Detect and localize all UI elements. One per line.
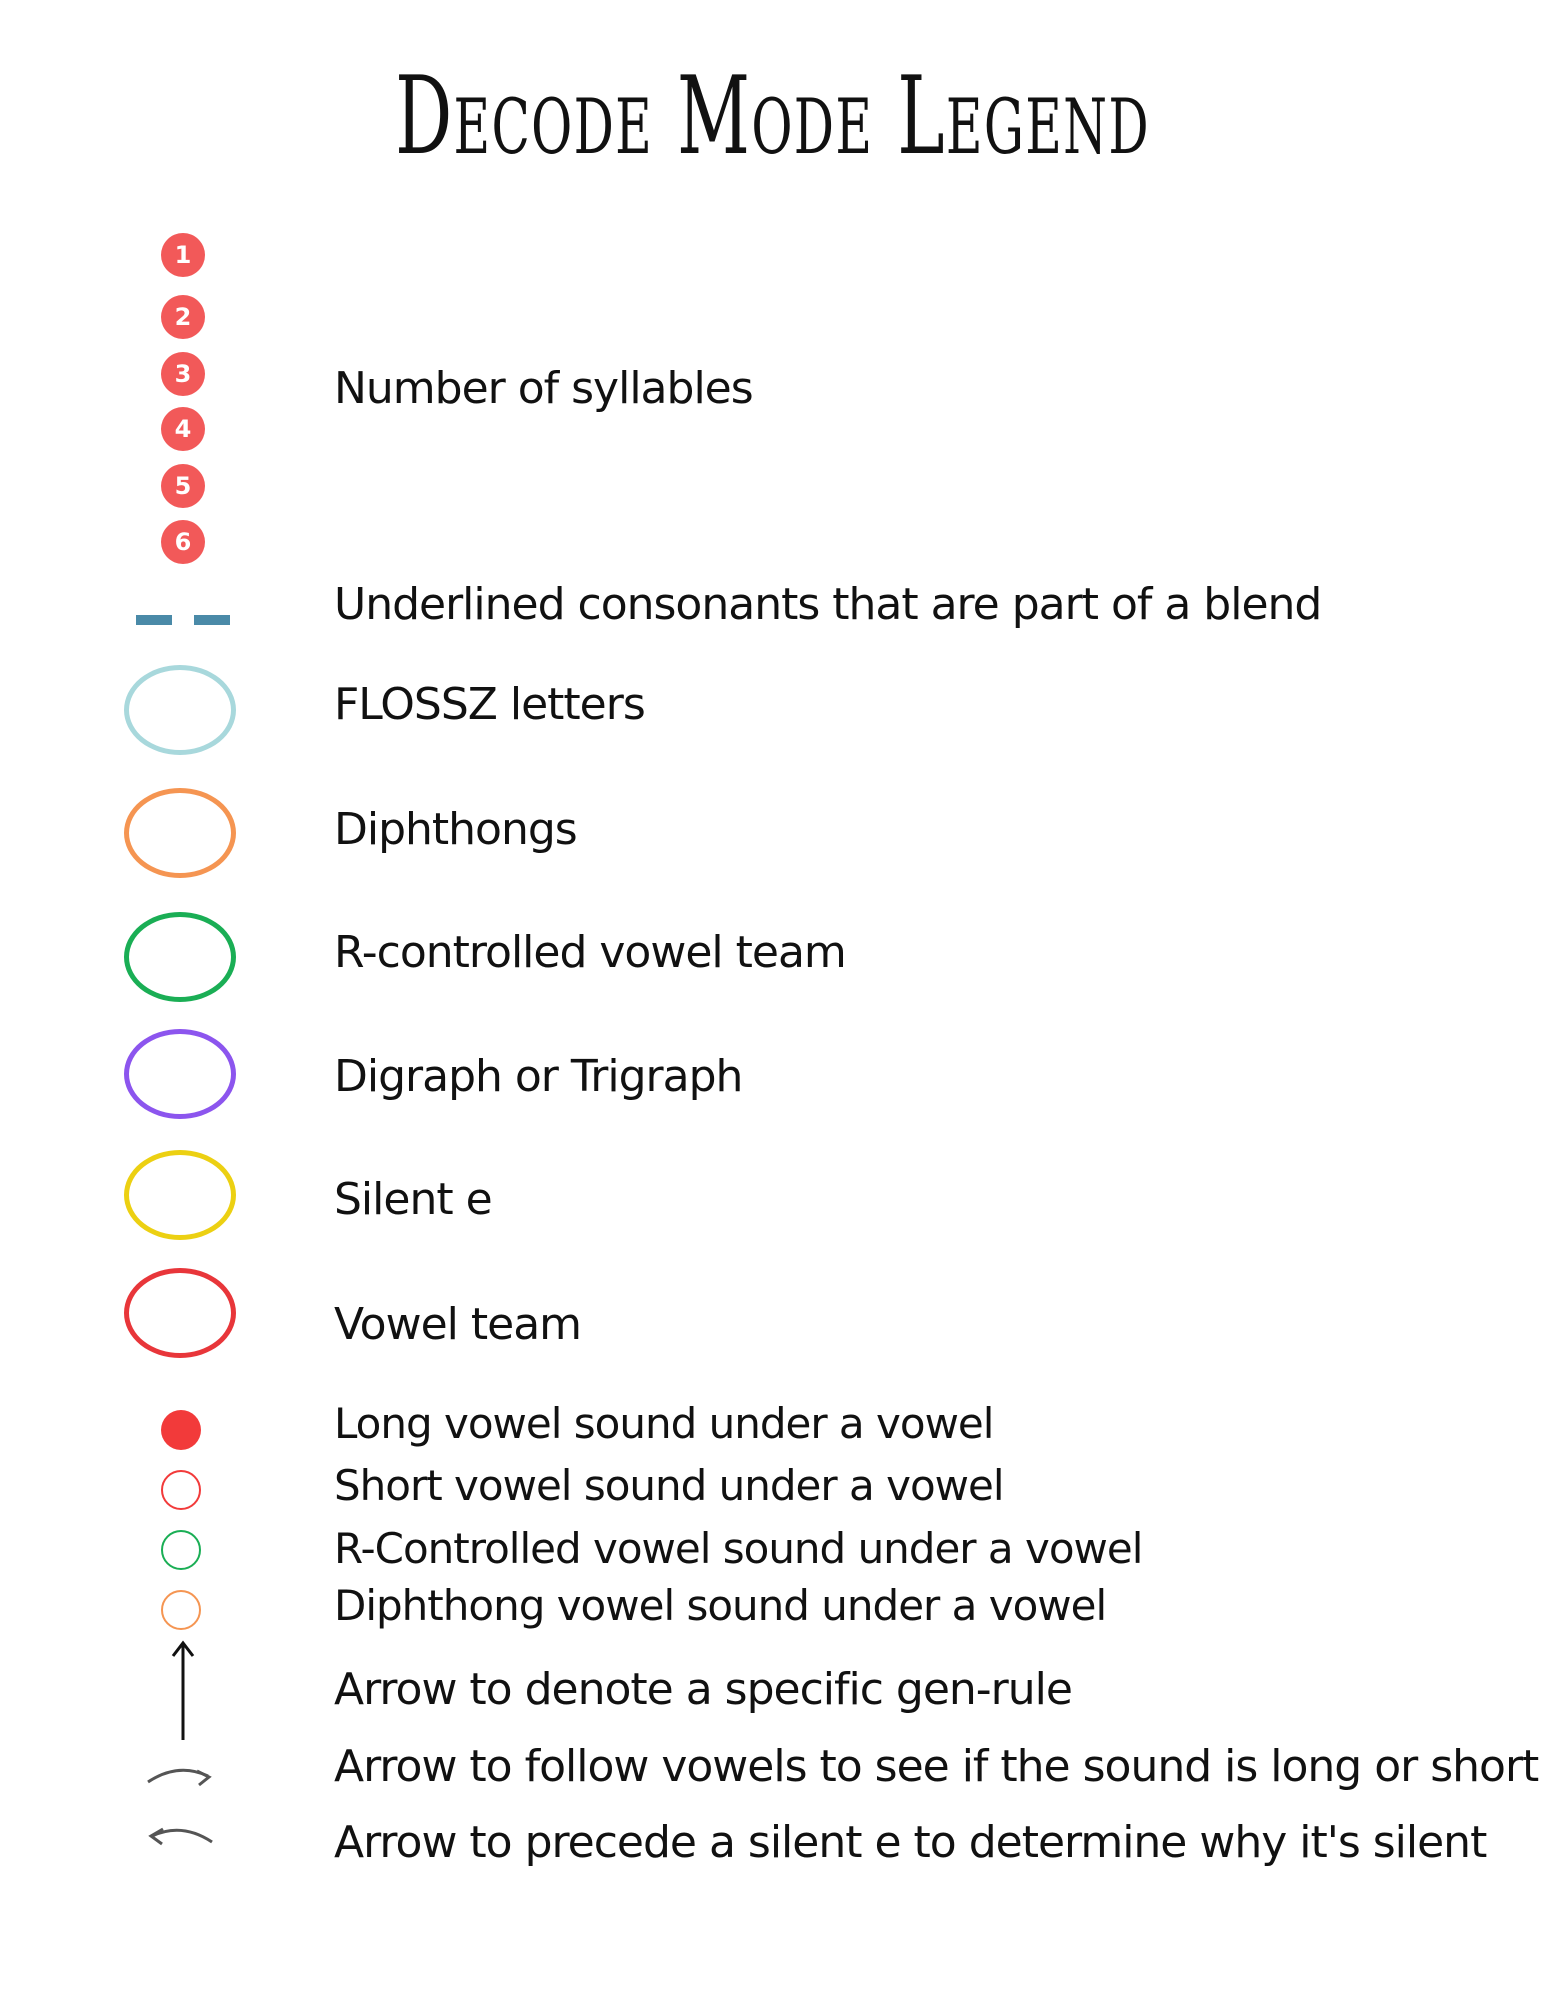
diphthong-vowel-label: Diphthong vowel sound under a vowel — [334, 1581, 1107, 1630]
r-controlled-label: R-controlled vowel team — [334, 927, 846, 978]
silent-e-arrow-label: Arrow to precede a silent e to determine why it's silent — [334, 1817, 1487, 1868]
syllable-badge-5: 5 — [161, 464, 205, 508]
silent-e-label: Silent e — [334, 1174, 492, 1225]
gen-rule-arrow-label: Arrow to denote a specific gen-rule — [334, 1664, 1072, 1715]
short-vowel-circle-icon — [161, 1470, 201, 1510]
silent-e-ring-icon — [124, 1150, 236, 1240]
up-arrow-icon — [165, 1640, 201, 1742]
syllable-badge-4: 4 — [161, 407, 205, 451]
long-vowel-label: Long vowel sound under a vowel — [334, 1399, 994, 1448]
flossz-label: FLOSSZ letters — [334, 679, 645, 730]
diphthong-vowel-circle-icon — [161, 1590, 201, 1630]
digraph-ring-icon — [124, 1029, 236, 1119]
diphthongs-label: Diphthongs — [334, 804, 577, 855]
r-controlled-vowel-circle-icon — [161, 1530, 201, 1570]
digraph-label: Digraph or Trigraph — [334, 1051, 743, 1102]
syllable-badge-1: 1 — [161, 233, 205, 277]
blend-dash-icon — [136, 615, 172, 625]
long-vowel-dot-icon — [161, 1410, 201, 1450]
curved-right-arrow-icon — [145, 1760, 215, 1790]
follow-vowels-arrow-label: Arrow to follow vowels to see if the sound is long or short — [334, 1741, 1539, 1792]
syllable-badge-3: 3 — [161, 352, 205, 396]
syllables-label: Number of syllables — [334, 363, 753, 414]
curved-left-arrow-icon — [145, 1820, 215, 1850]
page-title: Decode Mode Legend — [395, 54, 1150, 179]
short-vowel-label: Short vowel sound under a vowel — [334, 1461, 1004, 1510]
vowel-team-ring-icon — [124, 1268, 236, 1358]
r-controlled-ring-icon — [124, 912, 236, 1002]
vowel-team-label: Vowel team — [334, 1299, 582, 1350]
syllable-badge-2: 2 — [161, 295, 205, 339]
r-controlled-vowel-label: R-Controlled vowel sound under a vowel — [334, 1524, 1143, 1573]
flossz-ring-icon — [124, 665, 236, 755]
blend-label: Underlined consonants that are part of a blend — [334, 579, 1322, 630]
diphthong-ring-icon — [124, 788, 236, 878]
blend-dash-icon — [194, 615, 230, 625]
syllable-badge-6: 6 — [161, 520, 205, 564]
